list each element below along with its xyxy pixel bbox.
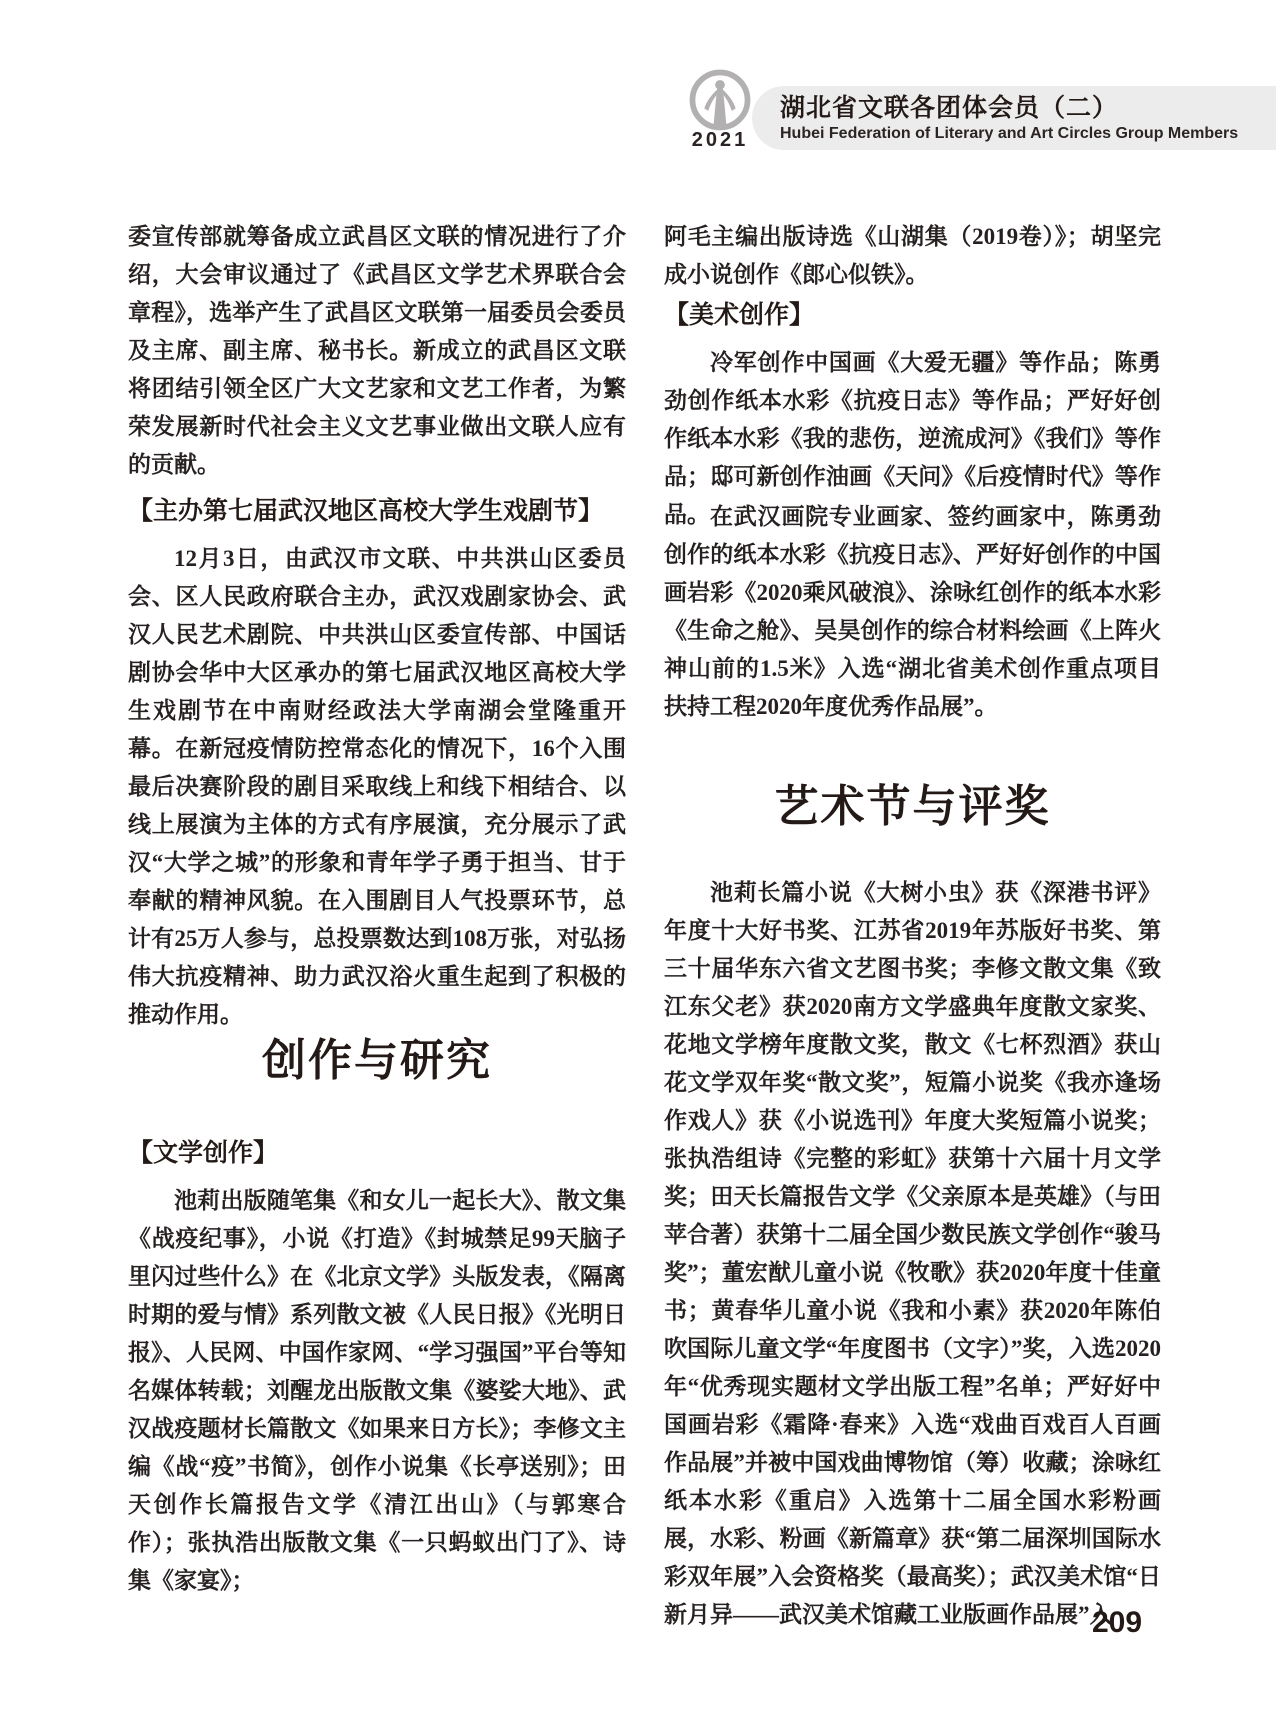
section-heading-literature bbox=[128, 1136, 626, 1170]
section-heading-text: 【主办第七届武汉地区高校大学生戏剧节】 bbox=[128, 497, 604, 525]
right-column-paragraph-awards bbox=[664, 874, 1161, 1634]
paragraph-text: 冷军创作中国画《大爱无疆》等作品；陈勇劲创作纸本水彩《抗疫日志》等作品；严好好创作纸本水彩《我的悲伤，逆流成河》《我们》等作品；邸可新创作油画《天问》《后疫情时代》等作品。 bbox=[664, 350, 1161, 527]
header-title-english: Hubei Federation of Literary and Art Circles Group Members bbox=[780, 124, 1239, 142]
right-column-paragraph-continuation bbox=[664, 218, 1161, 294]
section-heading-drama-festival bbox=[128, 494, 626, 528]
paragraph-text: 委宣传部就筹备成立武昌区文联的情况进行了介绍，大会审议通过了《武昌区文学艺术界联合会章程》，选举产生了武昌区文联第一届委员会委员及主席、副主席、秘书长。新成立的武昌区文联将团结引领全区广大文艺家和文艺工作者，为繁荣发展新时代社会主义文艺事业做出文联人应有的贡献。 bbox=[128, 224, 626, 477]
paragraph-text: 池莉长篇小说《大树小虫》获《深港书评》年度十大好书奖、江苏省2019年苏版好书奖、第三十届华东六省文艺图书奖；李修文散文集《致江东父老》获2020南方文学盛典年度散文家奖、花地文学榜年度散文奖，散文《七杯烈酒》获山花文学双年奖“散文奖”，短篇小说奖《我亦逢场作戏人》获《小说选刊》年度大奖短篇小说奖；张执浩组诗《完整的彩虹》获第十六届十月文学奖；田天长篇报告文学《父亲原本是英雄》（与田苹合著）获第十二届全国少数民族文学创作“骏马奖”；董宏猷儿童小说《牧歌》获2020年度十佳童书；黄春华儿童小说《我和小素》获2020年陈伯吹国际儿童文学“年度图书（文字）”奖，入选2020年“优秀现实题材文学出版工程”名单；严好好中国画岩彩《霜降·春来》入选“戏曲百戏百人百画作品展”并被中国戏曲博物馆（筹）收藏；涂咏红纸本水彩《重启》入选第十二届全国水彩粉画展，水彩、粉画《新篇章》获“第二届深圳国际水彩双年展”入会资格奖（最高奖）；武汉美术馆“日新月异——武汉美术馆藏工业版画作品展”入 bbox=[664, 880, 1162, 1627]
chapter-heading-text: 创作与研究 bbox=[262, 1036, 492, 1085]
section-heading-text: 【美术创作】 bbox=[664, 301, 815, 329]
left-column-paragraph-wuchang bbox=[128, 218, 626, 484]
left-column-paragraph-drama bbox=[128, 540, 626, 1034]
left-column-paragraph-literature bbox=[128, 1182, 626, 1600]
section-heading-text: 【文学创作】 bbox=[128, 1139, 279, 1167]
header-title-chinese: 湖北省文联各团体会员（二） bbox=[780, 93, 1119, 122]
logo-year: 2021 bbox=[691, 129, 749, 151]
section-heading-fine-arts bbox=[664, 298, 1161, 332]
federation-logo-icon bbox=[688, 68, 752, 132]
paragraph-text: 池莉出版随笔集《和女儿一起长大》、散文集《战疫纪事》，小说《打造》《封城禁足99天脑子里闪过些什么》在《北京文学》头版发表，《隔离时期的爱与情》系列散文被《人民日报》《光明日报》、人民网、中国作家网、“学习强国”平台等知名媒体转载；刘醒龙出版散文集《婆娑大地》、武汉战疫题材长篇散文《如果来日方长》；李修文主编《战“疫”书简》，创作小说集《长亭送别》；田天创作长篇报告文学《清江出山》（与郭寒合作）；张执浩出版散文集《一只蚂蚁出门了》、诗集《家宴》； bbox=[128, 1188, 626, 1593]
federation-logo bbox=[681, 68, 759, 152]
right-column-paragraph-art-2 bbox=[664, 498, 1161, 726]
paragraph-text: 12月3日，由武汉市文联、中共洪山区委员会、区人民政府联合主办，武汉戏剧家协会、武汉人民艺术剧院、中共洪山区委宣传部、中国话剧协会华中大区承办的第七届武汉地区高校大学生戏剧节在中南财经政法大学南湖会堂隆重开幕。在新冠疫情防控常态化的情况下，16个入围最后决赛阶段的剧目采取线上和线下相结合、以线上展演为主体的方式有序展演，充分展示了武汉“大学之城”的形象和青年学子勇于担当、甘于奉献的精神风貌。在入围剧目人气投票环节，总计有25万人参与，总投票数达到108万张，对弘扬伟大抗疫精神、助力武汉浴火重生起到了积极的推动作用。 bbox=[128, 546, 626, 1027]
chapter-heading-text: 艺术节与评奖 bbox=[774, 782, 1051, 831]
chapter-heading-creation-research bbox=[128, 1032, 626, 1090]
paragraph-text: 阿毛主编出版诗选《山湖集（2019卷）》；胡坚完成小说创作《郎心似铁》。 bbox=[664, 224, 1161, 287]
header-bar bbox=[752, 86, 1276, 150]
chapter-heading-festivals-awards bbox=[664, 778, 1161, 836]
page-number: 209 bbox=[1092, 1606, 1143, 1639]
paragraph-text: 在武汉画院专业画家、签约画家中，陈勇劲创作的纸本水彩《抗疫日志》、严好好创作的中国画岩彩《2020乘风破浪》、涂咏红创作的纸本水彩《生命之舱》、吴昊创作的综合材料绘画《上阵火神山前的1.5米》入选“湖北省美术创作重点项目扶持工程2020年度优秀作品展”。 bbox=[664, 504, 1161, 719]
